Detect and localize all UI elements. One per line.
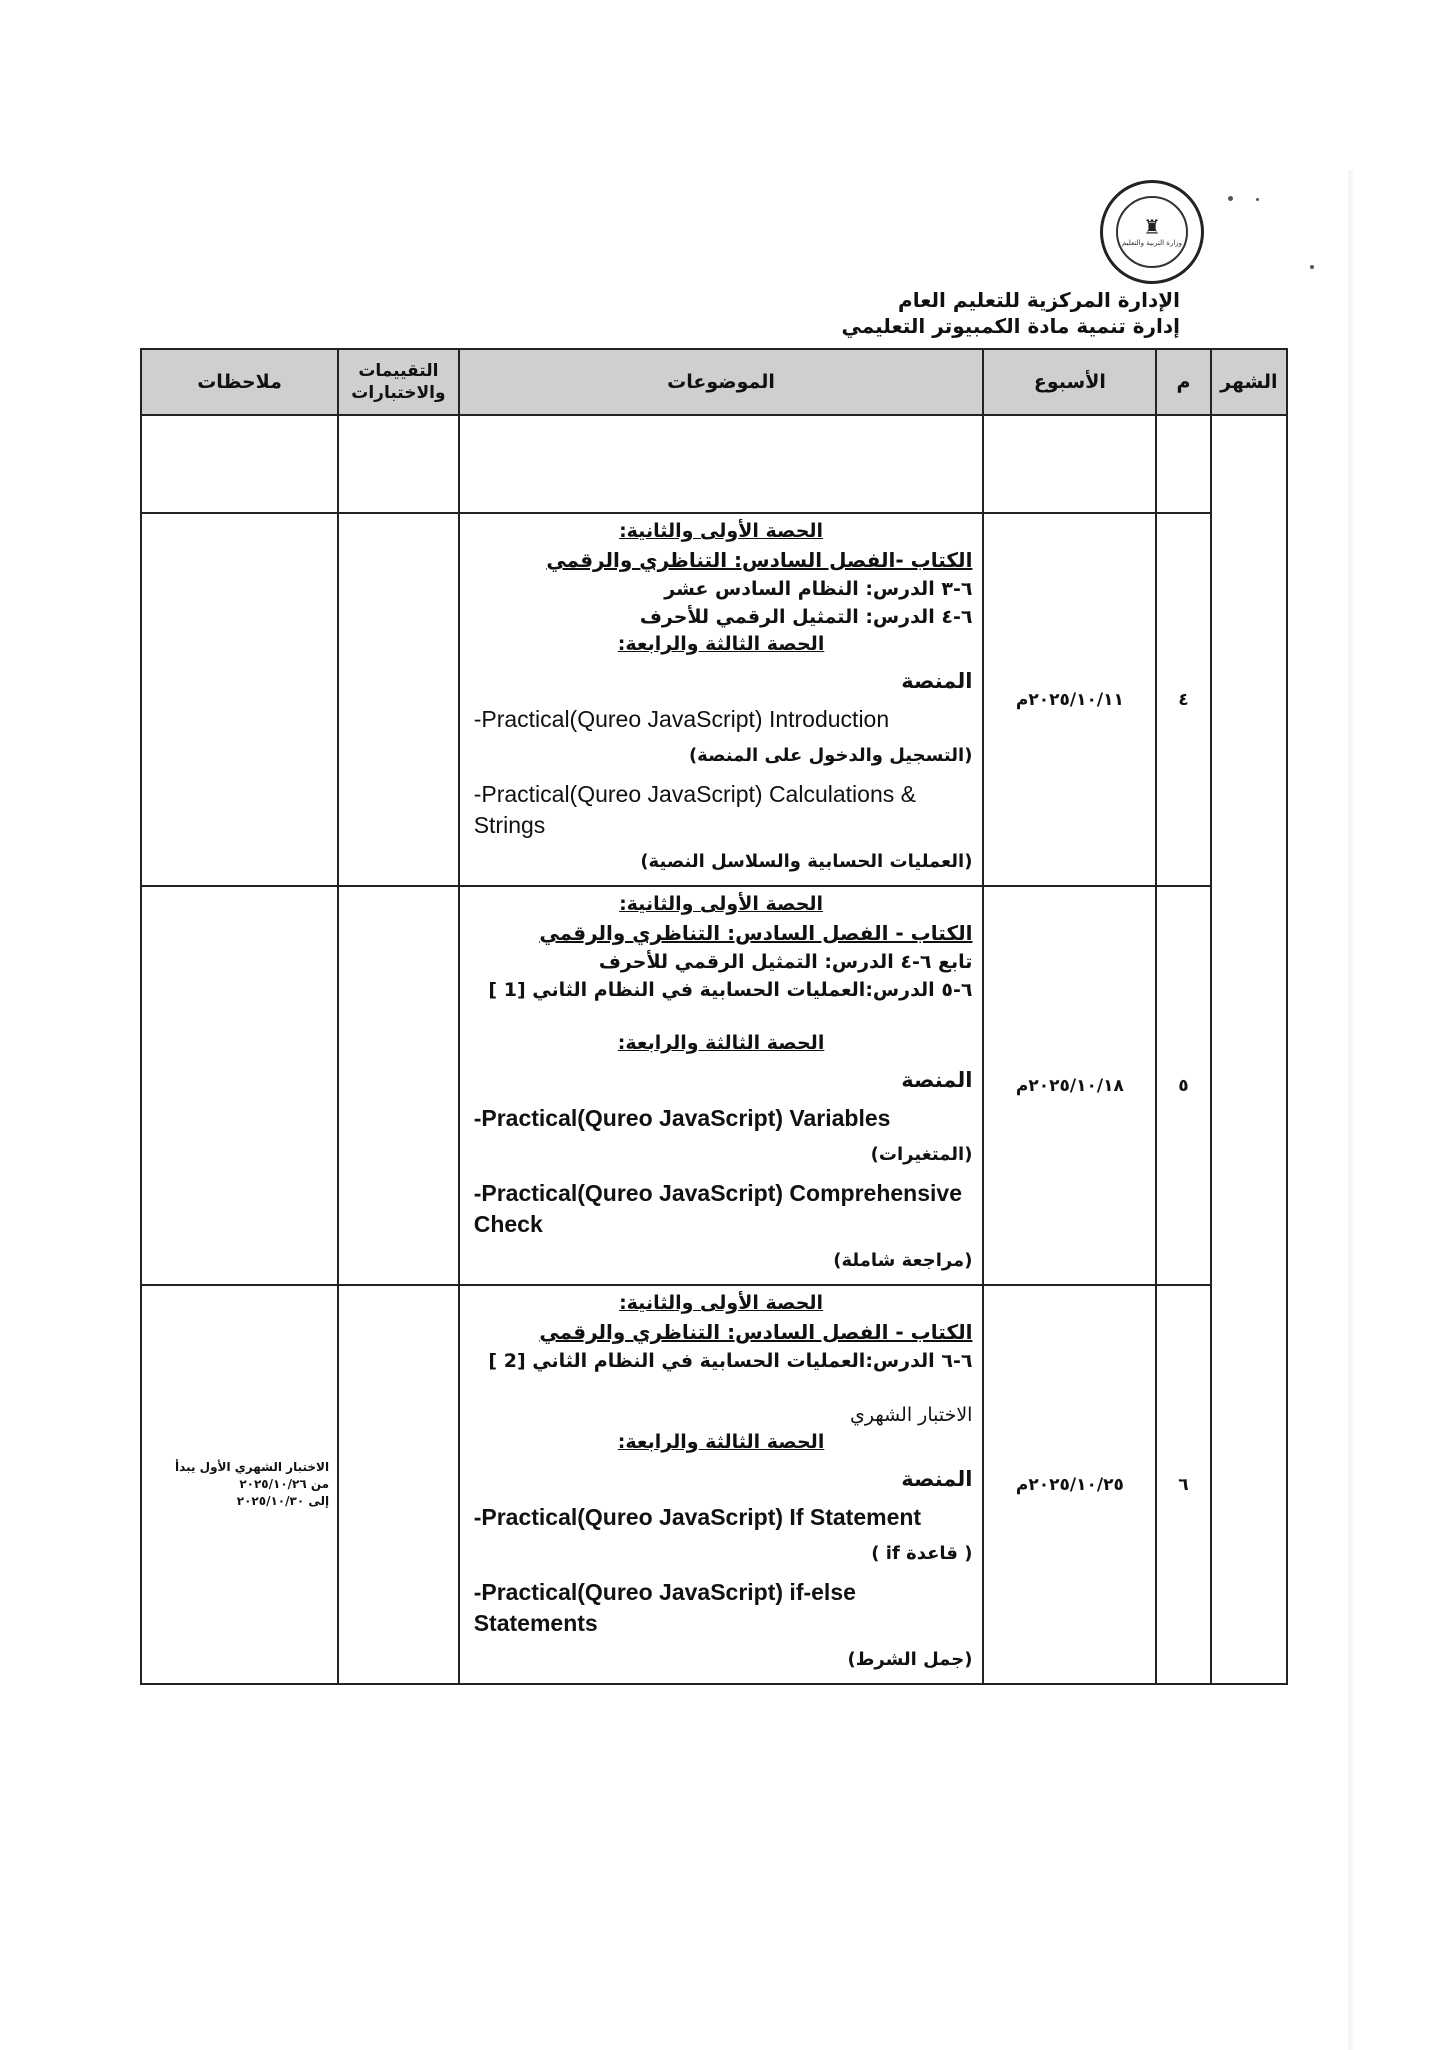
session-3-4-heading: الحصة الثالثة والرابعة: (617, 633, 825, 655)
month-cell (1211, 415, 1287, 1684)
speck-mark (1256, 198, 1259, 201)
monthly-exam-label: الاختبار الشهري (849, 1404, 973, 1426)
table-header-row (141, 349, 1287, 415)
eagle-emblem-icon: ♜ (1143, 215, 1161, 239)
spacer (470, 1004, 973, 1030)
spacer (470, 1375, 973, 1401)
column-header-week: الأسبوع (983, 349, 1156, 415)
week-cell (983, 415, 1156, 513)
number-cell: ٥ (1156, 886, 1210, 1285)
platform-label: المنصة (901, 1068, 973, 1092)
practical-activity-arabic: (المتغيرات) (870, 1144, 973, 1165)
practical-activity: -Practical(Qureo JavaScript) Variables (473, 1105, 891, 1131)
session-3-4-heading: الحصة الثالثة والرابعة: (617, 1032, 825, 1054)
page-edge-shadow (1348, 170, 1354, 2050)
column-header-month: الشهر (1211, 349, 1287, 415)
chapter-title: الكتاب - الفصل السادس: التناظري والرقمي (539, 1320, 973, 1344)
seal-text: وزارة التربية والتعليم (1121, 239, 1183, 247)
practical-activity-arabic: (جمل الشرط) (847, 1649, 973, 1670)
chapter-title: الكتاب - الفصل السادس: التناظري والرقمي (539, 921, 973, 945)
column-header-notes: ملاحظات (141, 349, 338, 415)
week-cell: ٢٠٢٥/١٠/١٨م (983, 886, 1156, 1285)
assessments-cell (338, 886, 459, 1285)
speck-mark (1310, 265, 1314, 269)
lesson-line: ٦-٥ الدرس:العمليات الحسابية في النظام الثاني [1 ] (488, 979, 973, 1001)
week-cell: ٢٠٢٥/١٠/٢٥م (983, 1285, 1156, 1684)
table-row (141, 513, 1287, 886)
week-cell: ٢٠٢٥/١٠/١١م (983, 513, 1156, 886)
assessments-cell (338, 1285, 459, 1684)
notes-cell (141, 513, 338, 886)
lesson-line: تابع ٦-٤ الدرس: التمثيل الرقمي للأحرف (598, 951, 973, 973)
lesson-line: ٦-٦ الدرس:العمليات الحسابية في النظام الثاني [2 ] (488, 1350, 973, 1372)
session-1-2-heading: الحصة الأولى والثانية: (619, 520, 824, 542)
org-name-line1: الإدارة المركزية للتعليم العام (898, 288, 1180, 312)
seal-inner-ring (1116, 196, 1188, 268)
practical-activity: -Practical(Qureo JavaScript) Comprehensive Check (473, 1180, 962, 1237)
lesson-line: ٦-٤ الدرس: التمثيل الرقمي للأحرف (639, 606, 973, 628)
table-row-empty (141, 415, 1287, 513)
practical-activity-arabic: (العمليات الحسابية والسلاسل النصية) (640, 851, 973, 872)
session-1-2-heading: الحصة الأولى والثانية: (619, 893, 824, 915)
notes-cell (141, 415, 338, 513)
practical-activity-arabic: ( قاعدة if ) (871, 1543, 973, 1564)
speck-mark (1228, 196, 1233, 201)
column-header-topics: الموضوعات (459, 349, 984, 415)
practical-activity: -Practical(Qureo JavaScript) If Statement (473, 1504, 922, 1530)
note-line: إلى ٢٠٢٥/١٠/٣٠ (236, 1494, 330, 1508)
topics-cell (459, 415, 984, 513)
platform-label: المنصة (901, 1467, 973, 1491)
topics-cell (459, 886, 984, 1285)
curriculum-plan-table (140, 348, 1288, 1685)
platform-label: المنصة (901, 669, 973, 693)
session-1-2-heading: الحصة الأولى والثانية: (619, 1292, 824, 1314)
topics-cell (459, 1285, 984, 1684)
topics-cell (459, 513, 984, 886)
assessments-cell (338, 415, 459, 513)
notes-cell (141, 1285, 338, 1684)
practical-activity: -Practical(Qureo JavaScript) Introduction (473, 706, 890, 732)
column-header-assessments: التقييمات والاختبارات (338, 349, 459, 415)
session-3-4-heading: الحصة الثالثة والرابعة: (617, 1431, 825, 1453)
table-row (141, 886, 1287, 1285)
note-line: الاختبار الشهري الأول يبدأ (175, 1460, 330, 1474)
chapter-title: الكتاب -الفصل السادس: التناظري والرقمي (546, 548, 973, 572)
note-line: من ٢٠٢٥/١٠/٢٦ (239, 1477, 330, 1491)
number-cell (1156, 415, 1210, 513)
number-cell: ٦ (1156, 1285, 1210, 1684)
practical-activity: -Practical(Qureo JavaScript) Calculations & Strings (473, 781, 916, 838)
ministry-seal-icon (1100, 180, 1204, 284)
practical-activity: -Practical(Qureo JavaScript) if-else Statements (473, 1579, 856, 1636)
column-header-number: م (1156, 349, 1210, 415)
org-name-line2: إدارة تنمية مادة الكمبيوتر التعليمي (841, 314, 1180, 338)
number-cell: ٤ (1156, 513, 1210, 886)
lesson-line: ٦-٣ الدرس: النظام السادس عشر (664, 578, 973, 600)
notes-cell (141, 886, 338, 1285)
table-row (141, 1285, 1287, 1684)
practical-activity-arabic: (مراجعة شاملة) (833, 1250, 973, 1271)
assessments-cell (338, 513, 459, 886)
practical-activity-arabic: (التسجيل والدخول على المنصة) (688, 745, 973, 766)
